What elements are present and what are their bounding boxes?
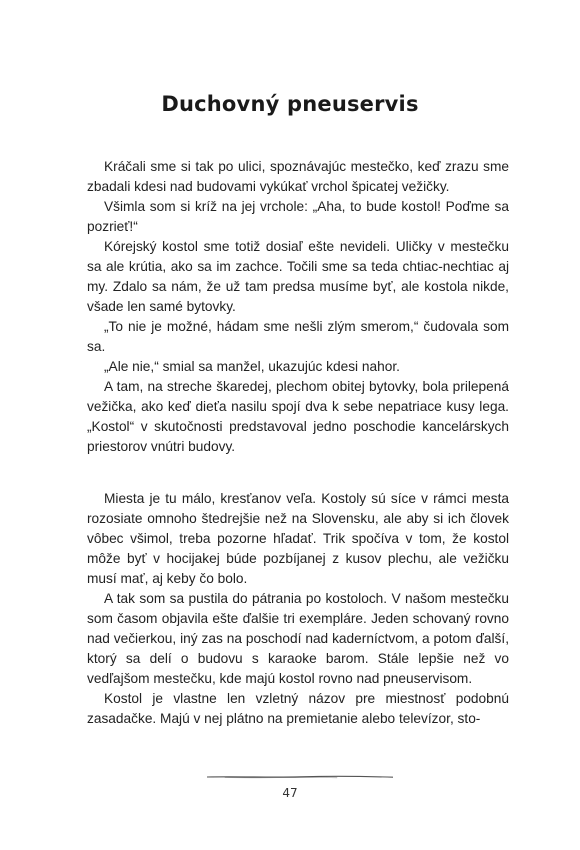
paragraph: Miesta je tu málo, kresťanov veľa. Kostoly sú síce v rámci mesta rozosiate omnoho štedrejšie než na Slovensku, ale aby si ich človek vôbec všimol, treba pozorne hľadať. Trik spočíva v tom, že kostol môže byť v hocijakej búde pozbíjanej z kusov plechu, ale vežičku musí mať, aj keby čo bolo.	[87, 491, 509, 586]
page-number: 47	[282, 786, 298, 800]
paragraph: Kórejský kostol sme totiž dosiaľ ešte nevideli. Uličky v mestečku sa ale krútia, ako sa im zachce. Točili sme sa teda chtiac-nechtiac aj my. Zdalo sa nám, že už tam predsa musíme byť, ale kostola nikde, všade len samé bytovky.	[87, 239, 509, 314]
paragraph: A tak som sa pustila do pátrania po kostoloch. V našom mestečku som časom objavila ešte ďalšie tri exempláre. Jeden schovaný rovno nad večierkou, iný zas na poschodí nad kaderníctvom, a potom ďalší, ktorý sa delí o budovu s karaoke barom. Stále lepšie než vo vedľajšom mestečku, kde majú kostol rovno nad pneuservisom.	[87, 591, 509, 686]
chapter-body	[87, 157, 509, 729]
paragraph: Kráčali sme si tak po ulici, spoznávajúc mestečko, keď zrazu sme zbadali kdesi nad budovami vykúkať vrchol špicatej vežičky.	[87, 159, 509, 194]
section-break	[87, 457, 509, 489]
paragraph: A tam, na streche škaredej, plechom obitej bytovky, bola prilepená vežička, ako keď dieťa nasilu spojí dva k sebe nepatriace kusy lega. „Kostol“ v skutočnosti predstavoval jedno poschodie kancelárskych priestorov vnútri budovy.	[87, 379, 509, 454]
paragraph: „Ale nie,“ smial sa manžel, ukazujúc kdesi nahor.	[104, 359, 400, 374]
paragraph: Všimla som si kríž na jej vrchole: „Aha, to bude kostol! Poďme sa pozrieť!“	[87, 199, 509, 234]
chapter-title: Duchovný pneuservis	[161, 92, 419, 116]
paragraph: „To nie je možné, hádam sme nešli zlým smerom,“ čudovala som sa.	[87, 319, 509, 354]
paragraph: Kostol je vlastne len vzletný názov pre miestnosť podobnú zasadačke. Majú v nej plátno na premietanie alebo televízor, sto-	[87, 691, 509, 726]
footer-divider	[207, 774, 393, 780]
